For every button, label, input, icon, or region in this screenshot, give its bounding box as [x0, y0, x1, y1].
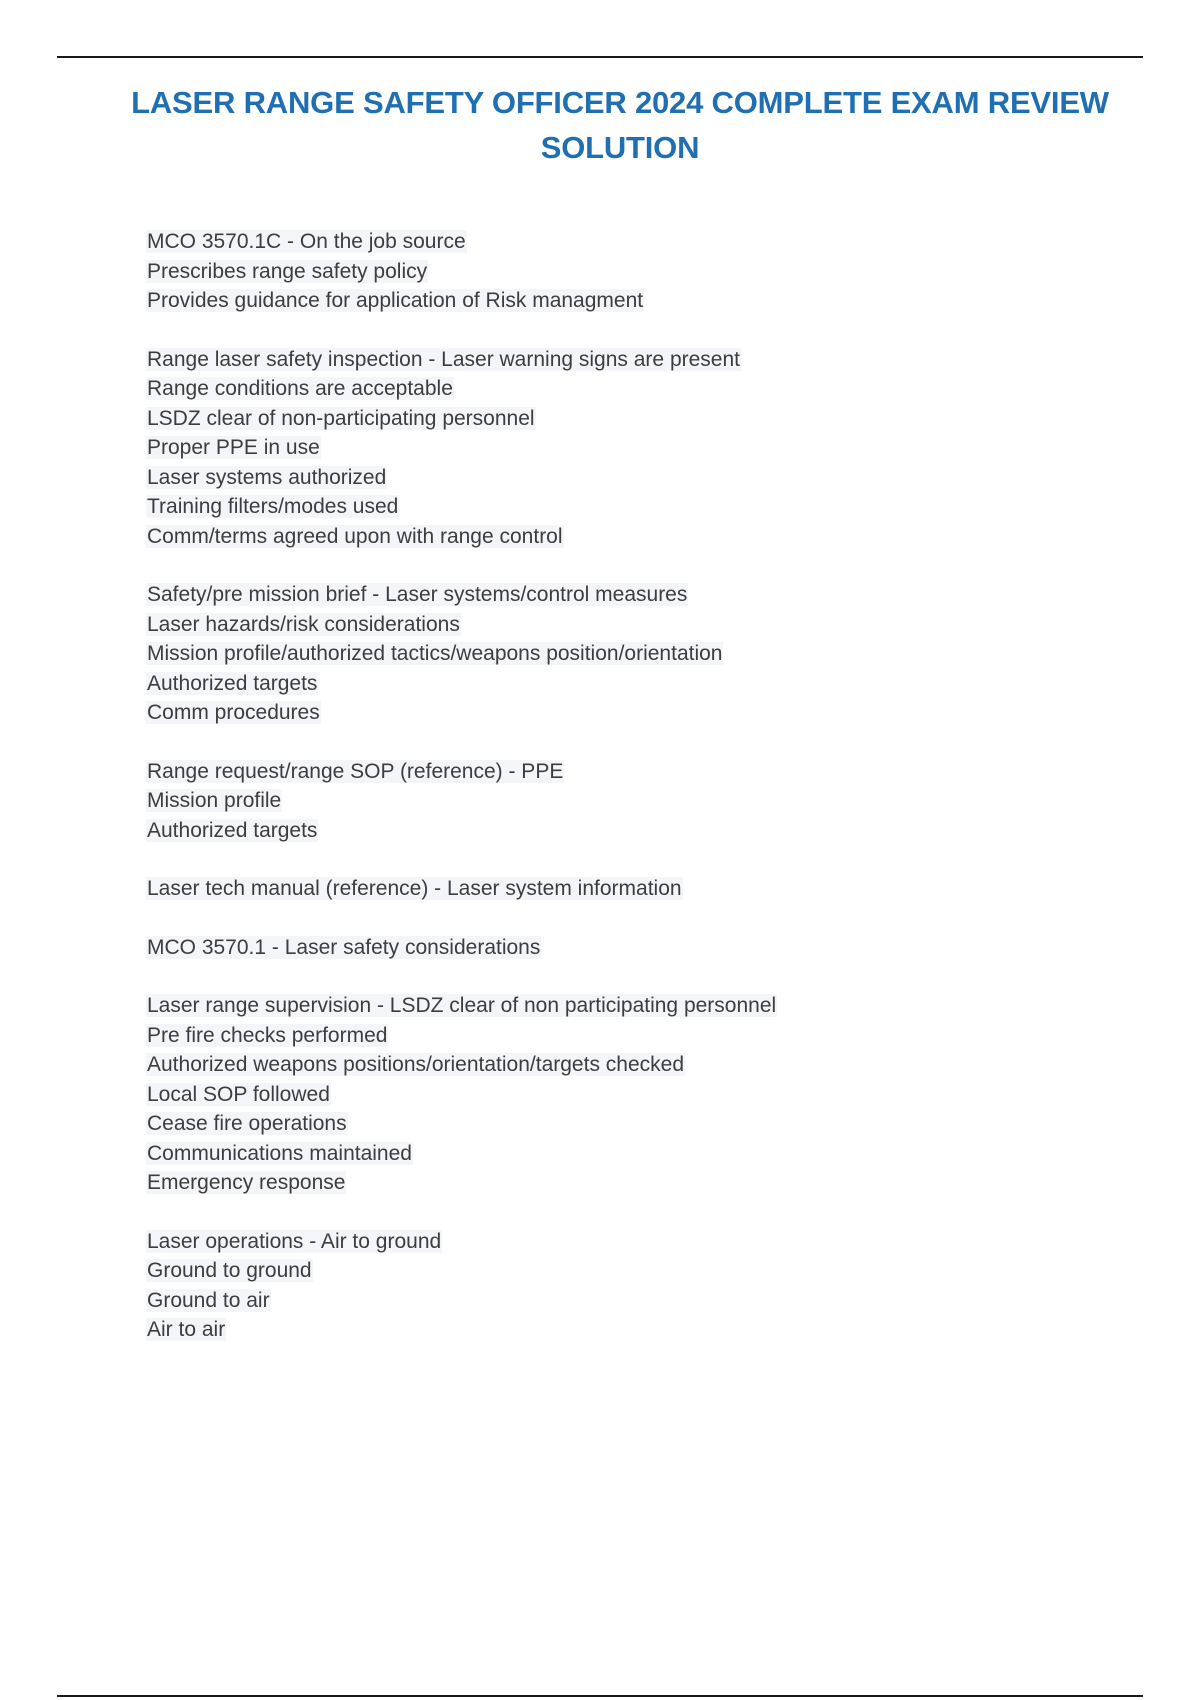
section-heading-line: MCO 3570.1C - On the job source: [147, 230, 466, 253]
section-heading-line: Laser tech manual (reference) - Laser system information: [147, 877, 682, 900]
section-item: Laser systems authorized: [147, 465, 387, 489]
section-laser-range-supervision: [146, 991, 1046, 1198]
section-item: Communications maintained: [147, 1141, 412, 1165]
section-item: Authorized weapons positions/orientation/targets checked: [147, 1053, 684, 1076]
section-laser-operations: [146, 1227, 1046, 1345]
section-mco-3570-1: [146, 933, 1046, 963]
bottom-rule: [57, 1695, 1143, 1697]
section-heading-line: Safety/pre mission brief - Laser systems/control measures: [147, 583, 688, 606]
section-range-request-sop: [146, 757, 1046, 846]
title-line-1: LASER RANGE SAFETY OFFICER 2024 COMPLETE EXAM REVIEW: [131, 85, 1109, 120]
section-item: Mission profile: [147, 789, 282, 812]
section-heading-line: Laser operations - Air to ground: [147, 1229, 442, 1253]
section-safety-pre-mission-brief: [146, 580, 1046, 728]
section-item: Prescribes range safety policy: [147, 259, 428, 283]
section-item: Provides guidance for application of Risk managment: [147, 289, 644, 312]
section-item: Air to air: [147, 1318, 226, 1341]
document-body: [146, 227, 1046, 1374]
section-item: Proper PPE in use: [147, 436, 320, 459]
section-item: Ground to air: [147, 1288, 270, 1312]
section-item: Authorized targets: [147, 818, 318, 842]
title-line-2: SOLUTION: [540, 130, 700, 165]
section-mco-3570-1c: [146, 227, 1046, 316]
section-item: Range conditions are acceptable: [147, 377, 453, 400]
document-title: [100, 80, 1140, 170]
section-item: Ground to ground: [147, 1259, 312, 1282]
section-item: Training filters/modes used: [147, 495, 399, 518]
section-range-laser-safety-inspection: [146, 345, 1046, 552]
section-item: Comm procedures: [147, 701, 320, 724]
section-item: Pre fire checks performed: [147, 1023, 388, 1047]
section-heading-line: MCO 3570.1 - Laser safety considerations: [147, 935, 541, 959]
section-item: Cease fire operations: [147, 1112, 347, 1135]
section-heading-line: Range request/range SOP (reference) - PPE: [147, 759, 564, 783]
section-heading-line: Laser range supervision - LSDZ clear of non participating personnel: [147, 994, 777, 1017]
section-item: Local SOP followed: [147, 1082, 330, 1106]
section-heading-line: Range laser safety inspection - Laser warning signs are present: [147, 347, 740, 371]
section-item: LSDZ clear of non-participating personnel: [147, 406, 535, 430]
section-item: Comm/terms agreed upon with range control: [147, 524, 563, 548]
section-item: Authorized targets: [147, 671, 318, 695]
top-rule: [57, 56, 1143, 58]
section-item: Emergency response: [147, 1171, 346, 1194]
section-item: Mission profile/authorized tactics/weapons position/orientation: [147, 642, 723, 665]
section-laser-tech-manual: [146, 874, 1046, 904]
section-item: Laser hazards/risk considerations: [147, 612, 460, 636]
